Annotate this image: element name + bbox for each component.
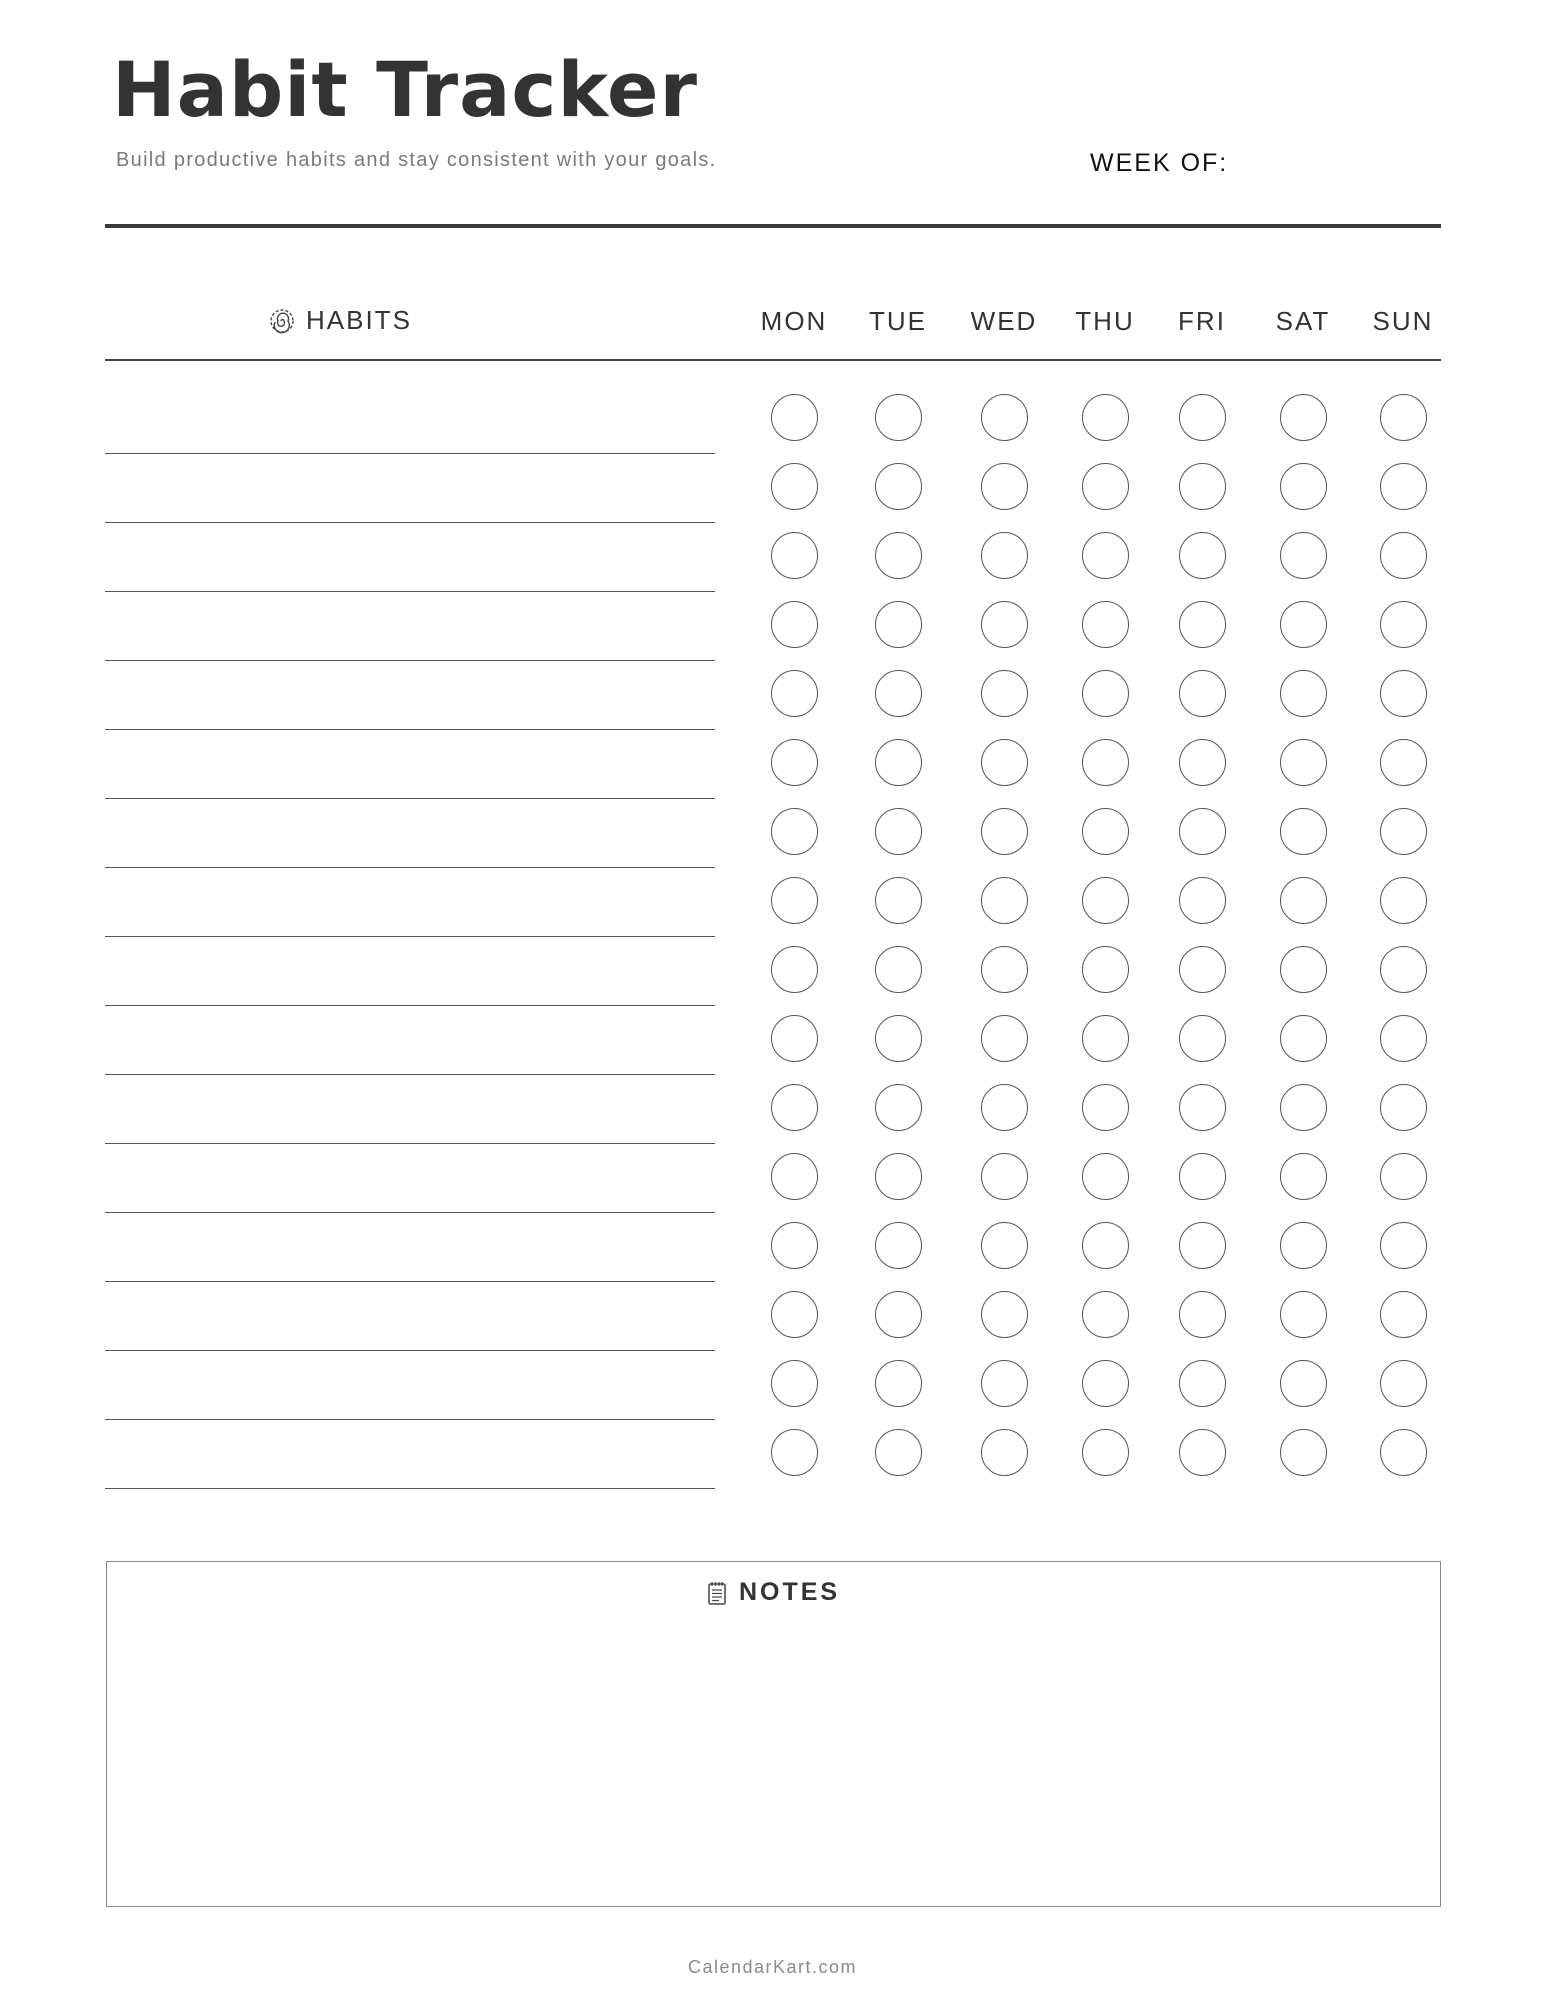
habit-entry-line[interactable] bbox=[105, 1143, 715, 1144]
habit-check-circle-mon[interactable] bbox=[771, 670, 818, 717]
habit-check-circle-sun[interactable] bbox=[1380, 1084, 1427, 1131]
habit-check-circle-fri[interactable] bbox=[1179, 670, 1226, 717]
page-title: Habit Tracker bbox=[112, 45, 698, 134]
habit-check-circle-wed[interactable] bbox=[981, 808, 1028, 855]
habit-check-circle-sun[interactable] bbox=[1380, 877, 1427, 924]
footer-brand: CalendarKart.com bbox=[687, 1957, 858, 1977]
habit-check-circle-thu[interactable] bbox=[1082, 739, 1129, 786]
habit-check-circle-mon[interactable] bbox=[771, 1153, 818, 1200]
habit-check-circle-fri[interactable] bbox=[1179, 1291, 1226, 1338]
habit-check-circle-sat[interactable] bbox=[1280, 463, 1327, 510]
habit-check-circle-wed[interactable] bbox=[981, 1222, 1028, 1269]
habit-check-circle-tue[interactable] bbox=[875, 670, 922, 717]
habit-check-circle-fri[interactable] bbox=[1179, 532, 1226, 579]
habit-check-circle-thu[interactable] bbox=[1082, 877, 1129, 924]
habit-check-circle-tue[interactable] bbox=[875, 1153, 922, 1200]
habit-check-circle-thu[interactable] bbox=[1082, 1153, 1129, 1200]
habit-check-circle-sun[interactable] bbox=[1380, 1291, 1427, 1338]
habit-check-circle-mon[interactable] bbox=[771, 601, 818, 648]
habit-check-circle-fri[interactable] bbox=[1179, 1015, 1226, 1062]
habit-check-circle-mon[interactable] bbox=[771, 1015, 818, 1062]
habit-check-circle-mon[interactable] bbox=[771, 1084, 818, 1131]
habit-check-circle-mon[interactable] bbox=[771, 1222, 818, 1269]
habits-column-label: HABITS bbox=[306, 305, 412, 335]
habit-entry-line[interactable] bbox=[105, 660, 715, 661]
habit-check-circle-mon[interactable] bbox=[771, 463, 818, 510]
day-header-thu: THU bbox=[1075, 306, 1135, 336]
habit-check-circle-thu[interactable] bbox=[1082, 1222, 1129, 1269]
habit-check-circle-sat[interactable] bbox=[1280, 1360, 1327, 1407]
habit-check-circle-tue[interactable] bbox=[875, 739, 922, 786]
habit-check-circle-sun[interactable] bbox=[1380, 739, 1427, 786]
notes-area[interactable] bbox=[106, 1561, 1441, 1907]
habit-check-circle-mon[interactable] bbox=[771, 877, 818, 924]
habit-check-circle-fri[interactable] bbox=[1179, 877, 1226, 924]
habit-check-circle-tue[interactable] bbox=[875, 877, 922, 924]
notes-label: NOTES bbox=[738, 1578, 841, 1606]
habit-check-circle-tue[interactable] bbox=[875, 1429, 922, 1476]
habits-header bbox=[268, 305, 412, 336]
notepad-icon bbox=[707, 1581, 727, 1605]
habit-check-circle-tue[interactable] bbox=[875, 946, 922, 993]
habit-check-circle-sun[interactable] bbox=[1380, 1222, 1427, 1269]
habit-check-circle-mon[interactable] bbox=[771, 946, 818, 993]
habit-check-circle-thu[interactable] bbox=[1082, 463, 1129, 510]
habit-check-circle-thu[interactable] bbox=[1082, 670, 1129, 717]
habit-entry-line[interactable] bbox=[105, 1281, 715, 1282]
habit-check-circle-wed[interactable] bbox=[981, 601, 1028, 648]
habit-check-circle-sun[interactable] bbox=[1380, 1015, 1427, 1062]
habit-check-circle-wed[interactable] bbox=[981, 1360, 1028, 1407]
habit-check-circle-sat[interactable] bbox=[1280, 739, 1327, 786]
notes-header bbox=[107, 1578, 1440, 1607]
habit-check-circle-sat[interactable] bbox=[1280, 1153, 1327, 1200]
habit-check-circle-tue[interactable] bbox=[875, 808, 922, 855]
habit-check-circle-tue[interactable] bbox=[875, 532, 922, 579]
page-subtitle: Build productive habits and stay consistent with your goals. bbox=[116, 149, 717, 171]
habit-check-circle-mon[interactable] bbox=[771, 532, 818, 579]
habit-check-circle-sun[interactable] bbox=[1380, 670, 1427, 717]
habit-check-circle-sat[interactable] bbox=[1280, 1084, 1327, 1131]
habit-check-circle-mon[interactable] bbox=[771, 394, 818, 441]
header-divider bbox=[105, 224, 1441, 228]
habit-check-circle-wed[interactable] bbox=[981, 670, 1028, 717]
habit-check-circle-sat[interactable] bbox=[1280, 1429, 1327, 1476]
habit-entry-line[interactable] bbox=[105, 1419, 715, 1420]
habit-check-circle-sun[interactable] bbox=[1380, 394, 1427, 441]
habit-check-circle-wed[interactable] bbox=[981, 1153, 1028, 1200]
day-header-wed: WED bbox=[970, 306, 1038, 336]
habit-check-circle-wed[interactable] bbox=[981, 1429, 1028, 1476]
habit-check-circle-wed[interactable] bbox=[981, 1015, 1028, 1062]
habit-check-circle-sun[interactable] bbox=[1380, 808, 1427, 855]
day-header-sat: SAT bbox=[1275, 306, 1331, 336]
habit-check-circle-fri[interactable] bbox=[1179, 394, 1226, 441]
habit-check-circle-thu[interactable] bbox=[1082, 808, 1129, 855]
habit-check-circle-sun[interactable] bbox=[1380, 1153, 1427, 1200]
habit-check-circle-sun[interactable] bbox=[1380, 532, 1427, 579]
habit-check-circle-thu[interactable] bbox=[1082, 1291, 1129, 1338]
habit-check-circle-sun[interactable] bbox=[1380, 601, 1427, 648]
habit-check-circle-sun[interactable] bbox=[1380, 1429, 1427, 1476]
habit-check-circle-tue[interactable] bbox=[875, 1360, 922, 1407]
habit-check-circle-sat[interactable] bbox=[1280, 1291, 1327, 1338]
habit-check-circle-wed[interactable] bbox=[981, 1084, 1028, 1131]
habit-check-circle-fri[interactable] bbox=[1179, 1429, 1226, 1476]
habit-check-circle-tue[interactable] bbox=[875, 1222, 922, 1269]
day-header-tue: TUE bbox=[869, 306, 927, 336]
day-header-fri: FRI bbox=[1178, 306, 1226, 336]
habit-check-circle-thu[interactable] bbox=[1082, 1360, 1129, 1407]
day-header-sun: SUN bbox=[1372, 306, 1434, 336]
habit-check-circle-fri[interactable] bbox=[1179, 808, 1226, 855]
habit-check-circle-tue[interactable] bbox=[875, 1291, 922, 1338]
habit-check-circle-fri[interactable] bbox=[1179, 601, 1226, 648]
habit-check-circle-sat[interactable] bbox=[1280, 877, 1327, 924]
habit-spiral-icon bbox=[268, 307, 296, 335]
day-header-mon: MON bbox=[760, 306, 828, 336]
habit-check-circle-thu[interactable] bbox=[1082, 1429, 1129, 1476]
habit-entry-line[interactable] bbox=[105, 729, 715, 730]
habit-check-circle-wed[interactable] bbox=[981, 463, 1028, 510]
habit-entry-line[interactable] bbox=[105, 453, 715, 454]
habit-check-circle-tue[interactable] bbox=[875, 463, 922, 510]
habit-entry-line[interactable] bbox=[105, 1212, 715, 1213]
habit-entry-line[interactable] bbox=[105, 936, 715, 937]
habit-check-circle-mon[interactable] bbox=[771, 739, 818, 786]
habit-check-circle-sun[interactable] bbox=[1380, 946, 1427, 993]
habit-check-circle-thu[interactable] bbox=[1082, 946, 1129, 993]
habit-check-circle-sat[interactable] bbox=[1280, 394, 1327, 441]
week-of-label: WEEK OF: bbox=[1090, 149, 1229, 177]
habit-entry-line[interactable] bbox=[105, 591, 715, 592]
habit-check-circle-fri[interactable] bbox=[1179, 1222, 1226, 1269]
habit-check-circle-wed[interactable] bbox=[981, 739, 1028, 786]
habit-entry-line[interactable] bbox=[105, 522, 715, 523]
habit-check-circle-mon[interactable] bbox=[771, 1429, 818, 1476]
habit-check-circle-fri[interactable] bbox=[1179, 1360, 1226, 1407]
habit-entry-line[interactable] bbox=[105, 1074, 715, 1075]
habit-check-circle-sat[interactable] bbox=[1280, 1222, 1327, 1269]
habit-entry-line[interactable] bbox=[105, 867, 715, 868]
habit-check-circle-tue[interactable] bbox=[875, 1015, 922, 1062]
habit-check-circle-mon[interactable] bbox=[771, 1291, 818, 1338]
habit-check-circle-tue[interactable] bbox=[875, 394, 922, 441]
habit-check-circle-sat[interactable] bbox=[1280, 1015, 1327, 1062]
habit-check-circle-thu[interactable] bbox=[1082, 1015, 1129, 1062]
habit-entry-line[interactable] bbox=[105, 1488, 715, 1489]
habit-check-circle-tue[interactable] bbox=[875, 1084, 922, 1131]
habit-check-circle-wed[interactable] bbox=[981, 532, 1028, 579]
habit-check-circle-sat[interactable] bbox=[1280, 532, 1327, 579]
table-header-divider bbox=[105, 359, 1441, 361]
habit-check-circle-fri[interactable] bbox=[1179, 463, 1226, 510]
habit-check-circle-fri[interactable] bbox=[1179, 739, 1226, 786]
habit-check-circle-thu[interactable] bbox=[1082, 601, 1129, 648]
habit-check-circle-thu[interactable] bbox=[1082, 394, 1129, 441]
habit-entry-line[interactable] bbox=[105, 1005, 715, 1006]
habit-check-circle-fri[interactable] bbox=[1179, 1153, 1226, 1200]
habit-check-circle-tue[interactable] bbox=[875, 601, 922, 648]
habit-check-circle-wed[interactable] bbox=[981, 394, 1028, 441]
habit-check-circle-fri[interactable] bbox=[1179, 946, 1226, 993]
habit-check-circle-fri[interactable] bbox=[1179, 1084, 1226, 1131]
habit-check-circle-thu[interactable] bbox=[1082, 1084, 1129, 1131]
habit-check-circle-wed[interactable] bbox=[981, 946, 1028, 993]
habit-check-circle-wed[interactable] bbox=[981, 877, 1028, 924]
habit-check-circle-mon[interactable] bbox=[771, 808, 818, 855]
habit-check-circle-sat[interactable] bbox=[1280, 946, 1327, 993]
habit-check-circle-sat[interactable] bbox=[1280, 601, 1327, 648]
habit-entry-line[interactable] bbox=[105, 1350, 715, 1351]
habit-entry-line[interactable] bbox=[105, 798, 715, 799]
habit-check-circle-sun[interactable] bbox=[1380, 1360, 1427, 1407]
habit-check-circle-mon[interactable] bbox=[771, 1360, 818, 1407]
habit-check-circle-wed[interactable] bbox=[981, 1291, 1028, 1338]
habit-check-circle-thu[interactable] bbox=[1082, 532, 1129, 579]
habit-check-circle-sun[interactable] bbox=[1380, 463, 1427, 510]
habit-check-circle-sat[interactable] bbox=[1280, 670, 1327, 717]
habit-check-circle-sat[interactable] bbox=[1280, 808, 1327, 855]
